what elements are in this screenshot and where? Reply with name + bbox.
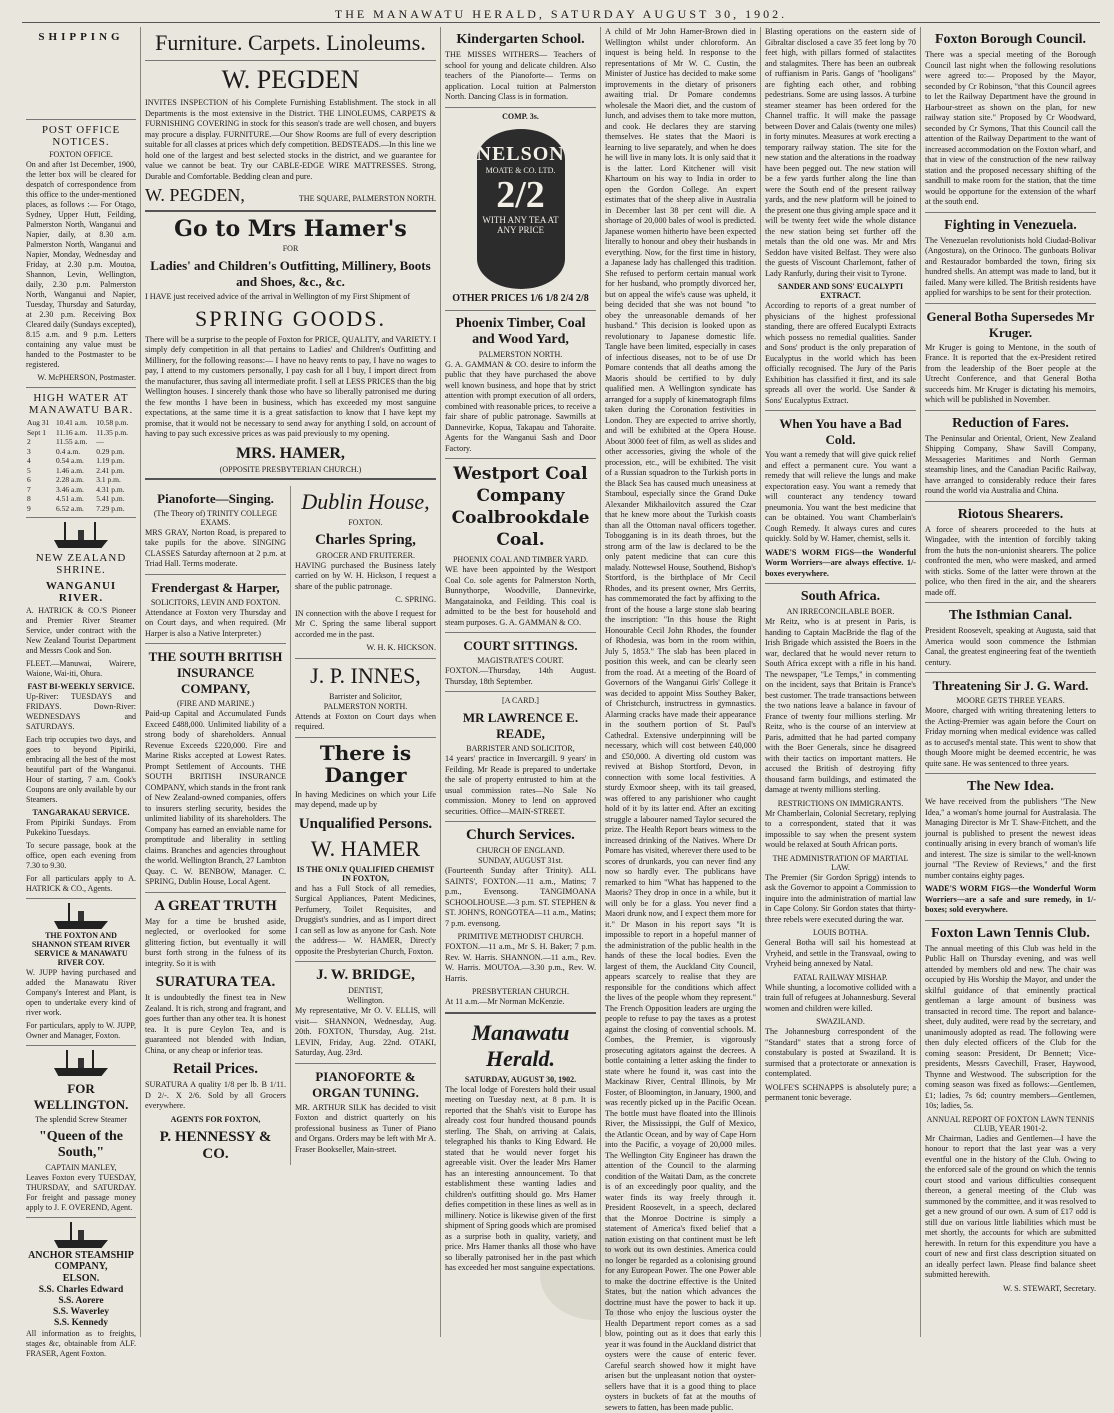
court-text: FOXTON.—Thursday, 14th August. Thursday, 18th September. xyxy=(445,666,596,686)
fleet-text: FLEET.—Manuwai, Wairere, Waione, Wai-iti, Ohura. xyxy=(26,659,136,678)
faded-area xyxy=(26,45,136,115)
jupp-sign: For particulars, apply to W. JUPP, Owner and Manager, Foxton. xyxy=(26,1021,136,1040)
tide-cell: 5 xyxy=(27,465,31,475)
tide-row xyxy=(26,437,136,447)
church-sub: CHURCH OF ENGLAND. xyxy=(476,846,565,855)
steamer-icon xyxy=(52,1222,110,1248)
unqualified: Unqualified Persons. xyxy=(298,815,433,832)
council-heading: Foxton Borough Council. xyxy=(934,32,1087,47)
gray-text: MRS GRAY, Norton Road, is prepared to take pupils for the above. SINGING CLASSES Saturday afternoon at 2 p.m. at Triad Hall. Terms moderate. xyxy=(145,527,286,568)
lawn-tennis-text: The annual meeting of this Club was held in the Public Hall on Thursday evening, and was well attended by members old and new. The chair was occupied by His Worship the Mayor, and under the skilful guidance of that eminently practical gentleman a large amount of business was transacted in record time. The report and balance-sheet, duly audited, were read by the secretary, and unanimously adopted as read. The following were then duly elected officers of the Club for the coming season: President, Dr Bennett; Vice-presidents, Messrs Cavechill, Fraser, Haywood, Thynne and Westwood. The subscription for the coming season was fixed as follows:—Gentlemen, £1; ladies, 7s 6d; country members—Gentlemen, 10s; ladies, 5s. xyxy=(925,943,1096,1110)
pegden-sign: W. PEGDEN, xyxy=(145,185,245,205)
tide-cell: 3 xyxy=(27,446,31,456)
tide-cell: 6 xyxy=(27,475,31,484)
tide-row xyxy=(26,428,136,438)
post-office-text: On and after 1st December, 1900, the letter box will be cleared for despatch of correspondence from this office to the under-mentioned places, as follows :— For Otago, Sydney, Upper Hutt, Feilding, Palmerston North, Wanganui and Napier, daily, at 8.30 a.m. Palmerston North, Wanganui and Napier, Monday, Wednesday and Friday, at 2.30 p.m. Moutoa, Shannon, Levin, Wellington, daily, 2.30 p.m. Palmerston North, Wanganui and Napier, Tuesday, Thursday and Saturday, at 2.30 p.m. Receiving Box Cleared daily (Sundays excepted), 8.15 a.m. and 9 p.m. Letters containing any value must be handed to the Postmaster to be registered. xyxy=(26,160,136,369)
innes-place: PALMERSTON NORTH. xyxy=(323,701,408,711)
column-shipping xyxy=(22,27,140,1358)
tide-cell: 11.16 a.m. xyxy=(56,427,88,437)
silk-text: MR. ARTHUR SILK has decided to visit Foxton and district quarterly on his professional business as Tuner of Piano and Organs. Orders may be left with Mr A. Fraser Bookseller, Main-street. xyxy=(295,1102,436,1154)
column-notices xyxy=(440,27,600,1337)
kinder-heading: Kindergarten School. xyxy=(456,32,585,47)
herald-text: The local lodge of Foresters hold their usual meeting on Tuesday next, at 8 p.m. It is reported that the Shah's visit to Europe has already cost four hundred thousand pounds sterling. The Shah, on arriving at Calais, telegraphed his thanks to King Edward. He stated that he would never forget his agreeable visit. Over the leader Mrs Hamer has an interesting announcement. To that establishment these wanting ladies and children's outfitting should go. Mrs Hamer defies competition in these lines as well as in millinery. Notice is likewise given of the first shipment of Spring goods which are promised as a surprise both in quality, variety, and price. Mrs Hamer thanks all those who have so liberally patronised her in the past which has exceeded her most sanguine expectations. xyxy=(445,1084,596,1272)
post-office-heading: POST OFFICE NOTICES. xyxy=(41,124,121,148)
south-africa-heading: South Africa. xyxy=(800,589,881,604)
cold-heading: When You have a Bad Cold. xyxy=(779,416,902,447)
wanganui-heading: WANGANUI RIVER. xyxy=(45,580,117,604)
boer-heading: AN IRRECONCILABLE BOER. xyxy=(786,607,895,616)
suratura-text: It is undoubtedly the finest tea in New Zealand. It is rich, strong and fragrant, and goes further than any other tea. It is honest tea. It is pure Ceylon Tea, and is guaranteed not blended with Indian, China, or any cheap or inferior teas. xyxy=(145,993,286,1055)
insurance-heading: THE SOUTH BRITISH INSURANCE COMPANY, xyxy=(148,649,283,696)
hatrick-text: A. HATRICK & CO.'S Pioneer and Premier River Steamer Service, under contract with the New Zealand Tourist Department and Messrs Cook and Son. xyxy=(26,606,136,655)
pegden-text: INVITES INSPECTION of his Complete Furnishing Establishment. The stock in all Departments is the most extensive in the District. THE LINOLEUMS, CARPETS & FURNISHING COVERING in stock for this season's trade are well chosen, and buyers may procure a display. FURNITURE.—Our Show Rooms are full of every description suitable for all classes at prices which defy competition. BEDSTEADS.—In this line we hold one of the largest and best selected stocks in the district, and we guarantee for value we cannot be beat. Try our CABLE-EDGE WIRE MATTRESSES. Strong, Durable and Comfortable. Bedding clean and pure. xyxy=(145,98,436,181)
presby-text: At 11 a.m.—Mr Norman McKenzie. xyxy=(445,997,565,1006)
tide-row xyxy=(26,504,136,514)
fares-text: The Peninsular and Oriental, Orient, New Zealand Shipping Company, Shaw Savill Company, Messageries Maritimes and North German steamship lines, and the Canadian Pacific Railway, have arranged to considerably reduce their fares round the world via Australia and China. xyxy=(925,433,1096,495)
botha-kruger-heading: General Botha Supersedes Mr Kruger. xyxy=(926,308,1095,340)
isthmian-text: President Roosevelt, speaking at Augusta, said that America would soon commence the Isthmian Canal, the greatest engineering feat of the twentieth century. xyxy=(925,626,1096,667)
ship-name: S.S. Aorere xyxy=(58,1296,104,1306)
tide-cell: 7 xyxy=(27,484,31,494)
pianoforte-heading: Pianoforte—Singing. xyxy=(157,490,274,506)
column-news-3 xyxy=(920,27,1100,1337)
tide-cell: 4.31 p.m. xyxy=(96,484,125,494)
herald-date: SATURDAY, AUGUST 30, 1902. xyxy=(464,1074,577,1084)
schnapps-text: WOLFE'S SCHNAPPS is absolutely pure; a permanent tonic beverage. xyxy=(765,1082,916,1102)
sander-heading: SANDER AND SONS' EUCALYPTI EXTRACT. xyxy=(777,282,904,300)
news-text: A child of Mr John Hamer-Brown died in Wellington whilst under chloroform. An inquest is being held. In response to the representations of Mr W. C. Custin, the Minister of Justice has decided to make some improvements in the dietary of prisoners awaiting trial. Dr Pomare condemns wholesale the Maori diet, and the custom of lunch, and advises them to take more mutton, and cook. He declares they are starving themselves. He states that the Maori is learning to live separately, and when he does he will live in many lots. It is only said that it is the latter. Lord Kitchener will visit Khartoum on his way to India in order to open the Gordon College. An expert estimates that of the sheep alive in Australia in December last 38 per cent will die. A shortage of 20,000 bales of wool is predicted. Japanese women hitherto have been expected literally to honour and obey their husbands in everything. Now, for the first time in history, a Japanese lady has challenged this tradition. She refused to perform certain manual work for her husband, who promptly divorced her, but on appeal the wife's cause was upheld, it being decided that she was not bound "to obey the unreasonable demands of her husband." This decision is looked upon as revolutionary to Japanese domestic life. Tangle have been limited, especially in cases of infectious diseases, not to be of use Dr Pomare contends that all deaths among the Maoris should be certified to by duly qualified men. A Wellington syndicate has arranged for a supply of kinematograph films taken during the Coronation festivities in London. They are expected to arrive shortly, and will be exhibited at the Opera House. About 3000 feet of film, as well as slides and other accessories, giving the whole of the procession, etc., will be exhibited. The visit of a Russian squadron to the Turkish ports in the Black Sea has caused much uneasiness at Stamboul, especially since the Grand Duke Alexander Mikhailovitch assured the Czar that he knew more about the Turkish coasts than all the Ottoman naval officers together. Tobogganing is in its death throes, but the strong arm of the law is declared to be the only patent medicine that can cure this malady. Nottewsel House, Southend, Bishop's Stortford, is the birthplace of Mr Cecil Rhodes, and its present owner, Mrs Gerrits, has commemorated the fact by affixing to the front of the house a large stone slab bearing the inscription: "In this house the Right Honourable Cecil John Rhodes, the founder of Rhodesia, was born in the room within, July 5, 1853." The slab has been placed in position this week, and can be clearly seen from the road. At a meeting of the Board of Governors of the Wanganui Girls' College it was decided to appoint Miss Southey Baker, of Christchurch, instructress in gymnastics. Alarming cracks have made their appearance in the southern portion of St. Paul's Cathedral. Extensive underpinning will be necessary, which will cost between £40,000 and £50,000. A diverting old custom was revived at Bishop Stortford, Devon, in connection with some local festivities. A sturdy Exmoor sheep, with its tail greased, was offered to any parishioner who caught hold of it by its latter end. After an exciting struggle a labourer named Taylor secured the prize. The Health Report bears witness to the increased drinking of the Natives. Where Dr Pomare has visited, wherever there used to be scores of drunkards, you can never find any now so hardly ever. The publicans have remarked to him "What has happened to the Maoris? They drop in once in a while, but it will only be for a glass. You never find a Maori drunk now, and I expect them more for it." Dr Mason in his report says "It is impossible to report in a hopeful manner of the administration of the public health in the hands of these the local bodies. Even the largest of them, the Auckland City Council, appears scarcely to realise that they are responsible for the conditions which affect the lives of the people whom they represent." The French Opposition leaders are urging the people to refuse to pay the taxes as a protest against the closing of convential schools. M. Combes, the Premier, is vigorously prosecuting agitators against the decrees. A bottle containing a letter asking the finder to state where he found it, was cast into the Mackinaw River, Central Illinois, by Mr Foster, of Bloomington, in January, 1900, and was recently picked up in the Pacific Ocean. The bottle must have floated into the Illinois River, the Mississippi, the Gulf of Mexico, the Atlantic Ocean, and by way of Cape Horn into the Pacific, a voyage of 20,000 miles. The Wellington City Engineer has drawn the attention of the Council to the alarming condition of the Waitati Dam, as the concrete is of an exceedingly poor quality, and the water finds its way freely through it. President Roosevelt, in a speech, declared that the Monroe Doctrine is simply a statement of America's fixed belief that a nation existing on that continent must be left to work out its own destinies. America could no longer be regarded as a colonising ground for any European Power. The one Power able to make the doctrine effective is the United States, but the nation which advances the doctrine must have the power to back it up. To those who enjoy the luscious oyster the Health Department report comes as a sad blow, pointing out as it does that early this year it was found in the Auckland district that oysters were the cause of enteric fever. Careful search showed how it might have arisen but the unpleasant notion that oyster-sellers have that it is a good thing to place oysters in buckets of fat at the mouths of sewers to fatten, has been made public. xyxy=(605,27,756,1412)
service-text: Up-River: TUESDAYS and FRIDAYS. Down-River: WEDNESDAYS and SATURDAYS. xyxy=(26,692,136,731)
tide-table xyxy=(26,418,136,513)
tide-cell: 4.51 a.m. xyxy=(56,494,84,503)
pegden-heading: W. PEGDEN xyxy=(221,65,360,94)
dublin-heading: Dublin House, xyxy=(301,488,430,514)
agents-name: P. HENNESSY & CO. xyxy=(159,1128,272,1162)
tide-cell: Sept 1 xyxy=(27,427,46,437)
anchor-heading: ANCHOR STEAMSHIP COMPANY, xyxy=(28,1250,134,1272)
annual-report-text: Mr Chairman, Ladies and Gentlemen—I have the honour to report that the last year was a very eventful one in the history of the Club. Owing to the enforced sale of the ground on which the tennis court stood and various difficulties consequent thereon, a general meeting of the Club was summoned by the committee, and it was resolved to get a new ground of our own. A sum of £17 odd is still due on various little liabilities which must be met shortly, the accounts for which are submitted herewith. In return for this expenditure you have a court of new and first class description situated on an ideally perfect lawn. Please find balance sheet submitted herewith. xyxy=(925,1133,1096,1279)
tide-row xyxy=(26,456,136,466)
leaves-text: Leaves Foxton every TUESDAY, THURSDAY, and SATURDAY. For freight and passage money apply to J. F. OVEREND, Agent. xyxy=(26,1173,136,1212)
tangarakau-heading: TANGARAKAU SERVICE. xyxy=(32,808,130,817)
cold-text: You want a remedy that will give quick relief and effect a permanent cure. You want a remedy that will relieve the lungs and make expectoration easy. You want a remedy that will counteract any tendency toward pneumonia. You want the best medicine that can be obtained. You want Chamberlain's Cough Remedy. It always cures and cures quickly. Sold by W. Hamer, chemist, sells it. xyxy=(765,450,916,543)
ward-heading: Threatening Sir J. G. Ward. xyxy=(932,678,1089,693)
restrictions-text: Mr Chamberlain, Colonial Secretary, replying to a correspondent, stated that it was impossible to say when the present system would be relaxed at South African ports. xyxy=(765,808,916,849)
tide-cell: 3.1 p.m. xyxy=(96,475,121,484)
hamer-text: There will be a surprise to the people of Foxton for PRICE, QUALITY, and VARIETY. I simply defy competition in all that pertains to Ladies' and Children's Outfitting and Millinery, for the following reasons:— I have no heavy rents to pay, I have no wages to pay, I attend to my customers personally, I pay cash for all I buy, I import direct from the manufacturer, thus saving all intermediate profit. I sell at LESS PRICES than the big Wellington houses. I sincerely thank those who have so liberally patronised me during the few months I have been in business, which has exceeded my most sanguine expectations, at the same time it is a great satisfaction to know that I have kept my promise, that it would not be necessary to send away for anything I sold, on account of having to pay such excessive prices as was paid previously to my opening. xyxy=(145,334,436,438)
ship-name: S.S. Kennedy xyxy=(53,1318,109,1328)
nelson-tea: WITH ANY TEA AT ANY PRICE xyxy=(482,214,559,235)
methodist-text: FOXTON.—11 a.m., Mr S. H. Baker; 7 p.m. Rev. W. Harris. SHANNON.—11 a.m., Rev. W. Harris. MOUTOA.—3.30 p.m., Rev. W. Harris. xyxy=(445,942,596,983)
columns xyxy=(22,27,1100,1412)
tide-row xyxy=(26,466,136,476)
trip-text: Each trip occupies two days, and goes to beyond Pipiriki, embracing all the best of the most beautiful part of the Wanganui. Hour of starting, 7 a.m. Cook's Coupons are only available by our Steamers. xyxy=(26,735,136,804)
hamer-sub: Ladies' and Children's Outfitting, Millinery, Boots and Shoes, &c., &c. xyxy=(150,258,431,289)
tide-cell: 10.41 a.m. xyxy=(56,418,88,427)
tide-cell: 7.29 p.m. xyxy=(96,503,125,513)
foxton-shannon-heading: THE FOXTON AND SHANNON STEAM RIVER SERVICE & MANAWATU RIVER COY. xyxy=(31,931,131,967)
retail-text: SURATURA A quality 1/8 per lb. B 1/11. D 2/-. X 2/6. Sold by all Grocers everywhere. xyxy=(145,1080,286,1110)
tide-cell: 1.19 p.m. xyxy=(96,456,125,465)
other-prices: OTHER PRICES 1/6 1/8 2/4 2/8 xyxy=(452,292,589,304)
shrine-heading: NEW ZEALAND SHRINE. xyxy=(35,552,127,576)
frendergast-heading: Frendergast & Harper, xyxy=(151,579,280,595)
martial-text: The Premier (Sir Gordon Sprigg) intends to ask the Governor to appoint a Commission to inquire into the administration of martial law in Cape Colony. Sir Gordon states that thirty-three rebels were executed during the war. xyxy=(765,872,916,924)
nelson-price: 2/2 xyxy=(496,173,545,216)
berth-text: To secure passage, book at the office, open each evening from 7.30 to 9.30. xyxy=(26,841,136,870)
wade-text: WADE'S WORM FIGS—the Wonderful Worm Worriers—are a safe and sure remedy, in 1/- boxes; sold everywhere. xyxy=(925,884,1096,914)
elson: ELSON. xyxy=(62,1273,100,1284)
nelson-top: COMP. 3s. xyxy=(502,111,539,121)
restrictions-heading: RESTRICTIONS ON IMMIGRANTS. xyxy=(777,798,904,808)
tide-cell: 0.4 a.m. xyxy=(56,446,81,456)
westport-heading: Westport Coal Company Coalbrookdale Coal. xyxy=(451,464,590,550)
frendergast-text: Attendance at Foxton very Thursday and on Court days, and when required. (Mr Harper is also a Native Interpreter.) xyxy=(145,607,286,638)
jupp-text: W. JUPP having purchased and added the Manawatu River Company's Interest and Plant, is open to undertake every kind of river work. xyxy=(26,968,136,1017)
danger-heading: There is Danger xyxy=(319,740,412,787)
spring-goods: SPRING GOODS. xyxy=(194,305,387,331)
news-text: Blasting operations on the eastern side of Gibraltar disclosed a cave 35 feet long by 70 feet high, with pillars formed of stalactites and stalagmites. There has been an outbreak of ruffianism in Paris. Gangs of "hooligans" are fighting each other, and robbing pedestrians. Some are using lassos. A turbine steamer steamer has been ordered for the Channel traffic. It will make the passage between Dover and Calais (twenty one miles) in forty minutes. Measures at work erecting a temporary railway station. The site for the new station and the alterations in the roadway have been pegged out. The new station will be a few yards further along the line than were the South end of the present railway yards, and the new platform will be joined to the present one thus giving ample space and it will be twenty feet wide the whole distance the new station being set further off the metals than the old one was. Mr and Mrs Seddon have visited Belfast. They were also the guests of Viscount Charlemont, father of Lady Ranfurly, during their visit to Tyrone. xyxy=(765,27,916,278)
tide-cell: 1.46 a.m. xyxy=(56,465,84,475)
screw-steamer: The splendid Screw Steamer xyxy=(35,1115,127,1124)
bridge-heading: J. W. BRIDGE, xyxy=(316,967,415,983)
hamer-intro: I HAVE just received advice of the arrival in Wellington of my First Shipment of xyxy=(145,292,411,301)
tide-row xyxy=(26,475,136,485)
bridge-sub: DENTIST, xyxy=(348,986,383,995)
shearers-heading: Riotous Shearers. xyxy=(957,506,1064,522)
bridge-text: My representative, Mr O. V. ELLIS, will visit— SHANNON, Wednesday, Aug. 20th. FOXTON, Thursday, Aug. 21st. LEVIN, Friday, Aug. 22nd. OTAKI, Saturday, Aug. 23rd. xyxy=(295,1006,436,1057)
queen-of-south: "Queen of the South," xyxy=(39,1129,123,1160)
post-office-sub: FOXTON OFFICE. xyxy=(49,150,113,159)
card: [A CARD.] xyxy=(502,696,539,705)
methodist-heading: PRIMITIVE METHODIST CHURCH. xyxy=(457,932,584,941)
insurance-sub: (FIRE AND MARINE.) xyxy=(176,699,255,708)
great-truth-text: May for a time be brushed aside, neglected, or overlooked for some glittering fiction, but eventually it will burst forth strong in the fulness of its integrity. So it is with xyxy=(145,916,286,968)
tide-cell: 2.41 p.m. xyxy=(96,465,125,475)
postmaster-sign: W. McPHERSON, Postmaster. xyxy=(37,373,136,382)
tide-heading: HIGH WATER AT MANAWATU BAR. xyxy=(28,392,134,416)
tide-cell: 10.58 p.m. xyxy=(96,418,129,427)
reade-heading: MR LAWRENCE E. READE, xyxy=(462,710,579,741)
ship-name: S.S. Waverley xyxy=(52,1307,110,1317)
grocer: GROCER AND FRUITERER. xyxy=(316,550,415,560)
ward-text: Moore, charged with writing threatening letters to the Acting-Premier was again before the Court on Friday morning when medical evidence was called as to accused's mental state. This went to show that though Moore might be deemed eccentric, he was quite sane. He was sentenced to three years. xyxy=(925,706,1096,768)
ship-list xyxy=(26,1285,136,1328)
hamer-for: FOR xyxy=(282,244,299,253)
ward-sub: MOORE GETS THREE YEARS. xyxy=(956,696,1065,705)
westport-text: WE have been appointed by the Westport Coal Co. sole agents for Palmerston North, Bunnythorpe, Woodville, Dannevirke, Mangatainoka, and Feilding. This coal is admitted to be the best for household and steam purposes. G. A. GAMMAN & CO. xyxy=(445,565,596,627)
tangarakau-text: From Pipiriki Sundays. From Pukekino Tuesdays. xyxy=(26,818,136,837)
piano-organ-heading: PIANOFORTE & ORGAN TUNING. xyxy=(312,1068,419,1100)
tide-cell: 6.52 a.m. xyxy=(56,503,84,513)
spring-sign: C. SPRING. xyxy=(395,595,436,604)
sander-text: According to reports of a great number of physicians of the highest professional standing, there are offered Eucalypti Extracts which possess no remedial qualities. Sander and Sons' product is the only preparation of Eucalyptus in the world which has been officially recognised. The Jury of the Paris Exhibition has classified it first, and its sale spreads all over the world. Use Sander & Sons' Eucalyptus Extract. xyxy=(765,301,916,405)
isthmian-heading: The Isthmian Canal. xyxy=(948,608,1073,623)
presby-heading: PRESBYTERIAN CHURCH. xyxy=(472,987,569,996)
tide-cell: 0.54 a.m. xyxy=(56,456,84,465)
phoenix-place: PALMERSTON NORTH. xyxy=(478,349,563,359)
tide-cell: 2.28 a.m. xyxy=(56,475,84,484)
tide-cell: 4 xyxy=(27,456,31,465)
worms-text: WADE'S WORM FIGS—the Wonderful Worm Worriers—are always effective. 1/- boxes everywhere. xyxy=(765,547,916,578)
tide-cell: — xyxy=(96,437,104,446)
tide-row xyxy=(26,485,136,495)
pianoforte-sub: (The Theory of) TRINITY COLLEGE EXAMS. xyxy=(153,508,278,527)
shipping-heading: SHIPPING xyxy=(38,31,124,43)
steamer-icon xyxy=(52,903,110,929)
column-news-1 xyxy=(600,27,760,1412)
tide-cell: 8 xyxy=(27,494,31,503)
botha-text: General Botha will sail his homestead at Vryheid, and settle in the Transvaal, owing to Vryheid being annexed by Natal. xyxy=(765,938,916,968)
martial-heading: THE ADMINISTRATION OF MARTIAL LAW. xyxy=(772,853,909,872)
railway-heading: FATAL RAILWAY MISHAP. xyxy=(793,972,888,982)
particulars-text: For all particulars apply to A. HATRICK & CO., Agents. xyxy=(26,874,136,893)
phoenix-heading: Phoenix Timber, Coal and Wood Yard, xyxy=(455,315,586,347)
botha-heading: LOUIS BOTHA. xyxy=(812,928,869,937)
retail-heading: Retail Prices. xyxy=(173,1061,258,1077)
venezuela-text: The Venezuelan revolutionists hold Ciudad-Bolivar (Angostura), on the Orinoco. The gunboats Bolivar and Restaurador bombarded the town, firing six hundred shells. An attempt was made to land, but it failed. Many were killed. The British residents have applied for warships to be sent for their protection. xyxy=(925,235,1096,297)
agents-heading: AGENTS FOR FOXTON, xyxy=(170,1114,261,1124)
botha-kruger-text: Mr Kruger is going to Mentone, in the south of France. It is reported that the ex-President retired from the leadership of the Boer people at the Utrecht Conference, and that General Botha succeeds him. Mr Kruger is dictating his memoirs, which will be published in November. xyxy=(925,342,1096,404)
dublin-sub: FOXTON. xyxy=(348,517,383,527)
ship-name: S.S. Charles Edward xyxy=(38,1285,124,1295)
spring-text: HAVING purchased the Business lately carried on by W. H. Hickson, I request a share of the public patronage. xyxy=(295,560,436,591)
column-news-2 xyxy=(760,27,920,1337)
innes-text: Attends at Foxton on Court days when required. xyxy=(295,711,436,731)
swaziland-heading: SWAZILAND. xyxy=(816,1017,865,1026)
frendergast-sub: SOLICITORS, LEVIN AND FOXTON. xyxy=(150,597,281,607)
court-heading: COURT SITTINGS. xyxy=(463,638,578,653)
tide-cell: 3.46 a.m. xyxy=(56,484,84,494)
tide-row xyxy=(26,447,136,457)
reade-sub: BARRISTER AND SOLICITOR, xyxy=(466,744,575,753)
suratura-heading: SURATURA TEA. xyxy=(155,974,276,990)
charles-spring: Charles Spring, xyxy=(315,531,416,548)
mrs-hamer: MRS. HAMER, xyxy=(236,444,345,462)
church-date: SUNDAY, AUGUST 31st. xyxy=(478,856,563,865)
opposite: (OPPOSITE PRESBYTERIAN CHURCH.) xyxy=(219,464,362,474)
great-truth-heading: A GREAT TRUTH xyxy=(154,897,277,914)
steamer-icon xyxy=(52,522,110,548)
herald-heading: Manawatu Herald. xyxy=(471,1019,570,1071)
column-advertisements xyxy=(140,27,440,1337)
nelson-tea-ad xyxy=(477,129,565,289)
w-hamer: W. HAMER xyxy=(310,835,421,861)
danger-text: In having Medicines on which your Life may depend, made up by xyxy=(295,789,436,809)
reade-text: 14 years' practice in Invercargill. 9 years' in Feilding. Mr Reade is prepared to undertake the sale of property entrusted to him at the usual commission rates—No Sale No commission. Money to lend on approved securities. Office—MAIN-STREET. xyxy=(445,754,596,816)
kinder-text: THE MISSES WITHERS— Teachers of school for young and delicate children. Also teachers of the Pianoforte— Terms on application. Local tuition at Palmerston North. Dancing Class is in formation. xyxy=(445,50,596,101)
tide-cell: 2 xyxy=(27,437,31,446)
nelson-name: NELSON xyxy=(476,142,565,165)
only-qualified: IS THE ONLY QUALIFIED CHEMIST IN FOXTON, xyxy=(296,864,435,883)
phoenix-text: G. A. GAMMAN & CO. desire to inform the public that they have purchased the above well known business, and hope that by strict attention with prompt execution of all orders, combined with reasonable prices, to receive a fair share of public patronage. Sawmills at Dannevirke, Kopua, Takapau and Tahoraite. Agents for the Wanganui Sash and Door Factory. xyxy=(445,359,596,453)
tide-cell: 5.41 p.m. xyxy=(96,494,125,503)
innes-sub: Barrister and Solicitor, xyxy=(329,691,402,701)
tide-row xyxy=(26,494,136,504)
tide-cell: 11.55 a.m. xyxy=(56,437,88,446)
venezuela-heading: Fighting in Venezuela. xyxy=(944,217,1077,233)
church-heading: Church Services. xyxy=(466,827,575,843)
tide-row xyxy=(26,418,136,428)
nelson-sub: MOATE & CO. LTD. xyxy=(485,165,556,175)
w-hamer-text: and has a Full Stock of all remedies, Surgical Appliances, Patent Medicines, Perfumery, Toilet Requisites, and Druggist's sundries, and as I import direct I can sell as low as anyone for Cash. Note the address— W. HAMER, Direct'y opposite the Presbyterian Church, Foxton. xyxy=(295,883,436,956)
tide-cell: 9 xyxy=(27,503,31,513)
pegden-address: THE SQUARE, PALMERSTON NORTH. xyxy=(298,194,436,203)
innes-heading: J. P. INNES, xyxy=(310,662,421,688)
new-idea-text: We have received from the publishers "The New Idea," a woman's home journal for Australasia. The Managing Director is Mr T. Shaw-Fitchett, and the journal is published to present the newest ideas continually arising in every branch of woman's life and interest. The size is similar to the well-known journal "The Review of Reviews," and the first number contains eighty pages. xyxy=(925,797,1096,880)
wellington-heading: FOR WELLINGTON. xyxy=(33,1081,129,1112)
court-sub: MAGISTRATE'S COURT. xyxy=(477,656,564,665)
church-text: (Fourteenth Sunday after Trinity). ALL SAINTS', FOXTON.—11 a.m., Matins; 7 p.m., Evensong. TANGIMOANA SCHOOLHOUSE.—3 p.m. ST. STEPHEN & ST. JOHN'S, RONGOTEA—11 a.m., Matins; 7 p.m. evensong. xyxy=(445,866,596,928)
hamer-heading: Go to Mrs Hamer's xyxy=(174,216,407,242)
shearers-text: A force of shearers proceeded to the huts at Wingadee, with the intention of forcibly taking from the huts the non-unionist shearers. The police confronted the men, who were masked, and armed with sticks. Some of the latter were thrown at the police, who then fired in the air, and the shearers made off. xyxy=(925,524,1096,597)
tide-cell: Aug 31 xyxy=(27,418,50,427)
fares-heading: Reduction of Fares. xyxy=(952,415,1069,431)
masthead: THE MANAWATU HERALD, SATURDAY AUGUST 30, 1902. xyxy=(22,6,1100,23)
stewart-sign: W. S. STEWART, Secretary. xyxy=(1003,1283,1096,1293)
tide-cell: 0.29 p.m. xyxy=(96,446,125,456)
railway-text: While shunting, a locomotive collided with a train full of refugees at Johannesburg. Several women and children were killed. xyxy=(765,982,916,1013)
hickson-sign: W. H. K. HICKSON. xyxy=(366,643,436,652)
insurance-text: Paid-up Capital and Accumulated Funds Exceed £488,000. Unlimited liability of a strong body of shareholders. Annual Revenue Exceeds £220,000. Fire and Marine Risks accepted at Lowest Rates. Prompt Settlement of Accounts. THE SOUTH BRITISH INSURANCE COMPANY, which stands in the front rank of New Zealand-owned companies, offers to insurers sterling security, besides the unlimited liability of its shareholders. The Company has earned an enviable name for promptitude and liberality in settling claims. Branches and agencies throughout the world. Wellington Branch, 27 Lambton Quay. C. W. BENBOW, Manager. C. SPRING, Dublin House, Local Agent. xyxy=(145,709,286,886)
bridge-place: Wellington. xyxy=(346,996,385,1005)
hickson-text: IN connection with the above I request for Mr C. Spring the same liberal support accorded me in the past. xyxy=(295,608,436,639)
annual-report-heading: ANNUAL REPORT OF FOXTON LAWN TENNIS CLUB, YEAR 1901-2. xyxy=(926,1114,1095,1133)
westport-sub: PHOENIX COAL AND TIMBER YARD. xyxy=(452,555,589,564)
captain: CAPTAIN MANLEY, xyxy=(45,1163,117,1172)
steamer-icon xyxy=(52,1050,110,1076)
council-text: There was a special meeting of the Borough Council last night when the following resolutions were agreed to:— Proposed by the Mayor, seconded by Cr Robinson, "that this Council agrees to let the Railway Department have the ground in Harbour-street as shown on the plan, for new railway station site." Proposed by Cr Woodward, seconded by Cr Symons, That this Council call the attention of the Railway Department to the want of increased accommodation on the Foxton wharf, and that in view of the construction of the new railway station and the proposed necessary shifting of the sandhill to make room for the station, that the time would be opportune for the extension of the wharf at the south end. xyxy=(925,50,1096,206)
anchor-text: All information as to freights, stages &c, obtainable from ALF. FRASER, Agent Foxton. xyxy=(26,1329,136,1358)
boer-text: Mr Reitz, who is at present in Paris, is handing to Captain MacBride the flag of the Irish Brigade which assisted the Boers in the war, declared that he would never return to South Africa except with a rifle in his hand. The newspaper, "Le Temps," in commenting on the incident, says that Britain is France's best customer. The trade transactions between the two nations leave a balance in favour of France of twenty four millions sterling. Mr Reitz, who is the course of an interview at Paris, admitted that he had parted company with the Boer Generals, since he disagreed with their tactics on important matters. He accused the British of destroying fifty thousand farm buildings, and estimated the damage at twenty millions sterling. xyxy=(765,617,916,794)
service-heading: FAST BI-WEEKLY SERVICE. xyxy=(27,682,135,691)
lawn-tennis-heading: Foxton Lawn Tennis Club. xyxy=(931,925,1090,941)
tide-cell: 11.35 p.m. xyxy=(96,427,129,437)
swaziland-text: The Johannesburg correspondent of the "Standard" states that a strong force of constabulary is posted at Swaziland. It is surmised that a protectorate or annexation is contemplated. xyxy=(765,1027,916,1078)
furniture-heading: Furniture. Carpets. Linoleums. xyxy=(155,30,426,55)
new-idea-heading: The New Idea. xyxy=(967,779,1054,794)
